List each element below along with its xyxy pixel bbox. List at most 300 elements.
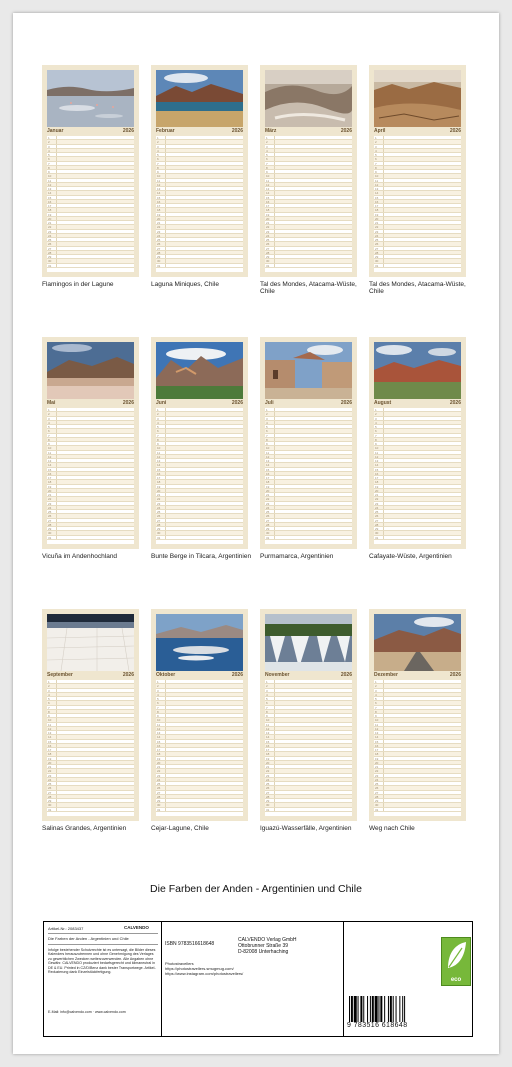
month-card (369, 65, 466, 277)
day-number: 11 (266, 178, 270, 183)
day-number: 17 (375, 204, 379, 208)
day-number: 28 (375, 522, 379, 527)
day-number: 26 (266, 514, 270, 519)
day-number: 17 (266, 748, 270, 752)
day-number: 29 (266, 527, 270, 531)
day-number: 28 (48, 794, 52, 799)
day-number: 17 (266, 476, 270, 480)
day-number: 15 (266, 195, 270, 200)
day-number: 27 (48, 246, 52, 251)
day-number: 9 (157, 714, 159, 718)
day-number: 25 (48, 782, 52, 786)
day-number: 18 (375, 752, 379, 757)
day-number: 1 (375, 680, 377, 684)
day-number: 3 (375, 416, 377, 421)
day-number: 18 (375, 208, 379, 213)
day-number: 5 (48, 425, 50, 429)
day-number: 28 (48, 250, 52, 255)
day-number: 6 (375, 157, 377, 162)
day-number: 20 (375, 760, 379, 765)
day-number: 24 (157, 233, 161, 238)
barcode-bar (404, 996, 405, 1022)
month-caption: Tal des Mondes, Atacama-Wüste, Chile (260, 281, 357, 295)
day-number: 1 (157, 408, 159, 412)
day-number: 24 (266, 505, 270, 510)
day-number: 6 (375, 429, 377, 434)
day-number: 14 (48, 191, 52, 196)
month-caption: Iguazú-Wasserfälle, Argentinien (260, 825, 352, 832)
day-number: 11 (266, 450, 270, 455)
day-number: 19 (266, 756, 270, 761)
day-number: 30 (375, 803, 379, 808)
day-number: 29 (375, 799, 379, 803)
day-number: 3 (266, 144, 268, 149)
day-number: 15 (375, 739, 379, 744)
month-name: Mai (47, 400, 56, 406)
day-number: 5 (375, 153, 377, 157)
day-number: 17 (48, 204, 52, 208)
day-number: 19 (157, 756, 161, 761)
day-number: 16 (48, 199, 52, 204)
day-number: 14 (157, 463, 161, 468)
day-number: 11 (48, 722, 52, 727)
day-number: 25 (266, 782, 270, 786)
month-card (260, 609, 357, 821)
month-card (369, 337, 466, 549)
day-number: 14 (157, 191, 161, 196)
day-number: 10 (375, 446, 379, 451)
day-number: 25 (266, 510, 270, 514)
barcode-number: 9 783516 618648 (347, 1022, 408, 1029)
day-number: 5 (48, 697, 50, 701)
day-number: 8 (157, 165, 159, 170)
day-number: 10 (48, 174, 52, 179)
month-name: März (265, 128, 277, 134)
barcode-bar (363, 996, 364, 1022)
month-year: 2026 (340, 672, 352, 678)
month-caption: Tal des Mondes, Atacama-Wüste, Chile (369, 281, 466, 295)
day-number: 13 (266, 731, 270, 735)
day-number: 16 (157, 471, 161, 476)
day-number: 2 (48, 412, 50, 417)
day-number: 5 (375, 697, 377, 701)
day-number: 1 (266, 680, 268, 684)
day-number: 1 (157, 136, 159, 140)
day-number: 12 (48, 454, 52, 459)
day-number: 21 (157, 765, 161, 769)
day-number: 23 (48, 501, 52, 506)
barcode-bar (351, 996, 353, 1022)
day-number: 4 (157, 420, 159, 425)
day-number: 2 (266, 684, 268, 689)
day-number: 15 (48, 195, 52, 200)
day-number: 18 (375, 480, 379, 485)
barcode-bar (393, 996, 394, 1022)
day-number: 10 (266, 446, 270, 451)
info-box (43, 921, 473, 1037)
day-number: 13 (375, 731, 379, 735)
day-number: 21 (375, 493, 379, 497)
day-number: 1 (48, 408, 50, 412)
month-photo (374, 70, 461, 127)
day-number: 25 (375, 238, 379, 242)
calendar-sheet (13, 13, 499, 1054)
barcode-bar (402, 996, 403, 1022)
barcode-bar (399, 996, 400, 1022)
day-number: 15 (157, 739, 161, 744)
day-number: 26 (48, 786, 52, 791)
day-number: 27 (375, 246, 379, 251)
day-number: 12 (266, 726, 270, 731)
photographer-line-2: https://photostravellers.smugmug.com/ (165, 966, 234, 971)
day-number: 12 (157, 726, 161, 731)
day-number: 23 (375, 773, 379, 778)
day-number: 3 (266, 416, 268, 421)
day-number: 11 (48, 450, 52, 455)
day-number: 16 (48, 471, 52, 476)
day-number: 26 (157, 514, 161, 519)
day-number: 25 (157, 238, 161, 242)
day-number: 13 (157, 187, 161, 191)
day-number: 18 (48, 480, 52, 485)
month-photo (156, 342, 243, 399)
day-number: 3 (375, 144, 377, 149)
day-number: 2 (266, 412, 268, 417)
month-photo (374, 342, 461, 399)
day-number: 10 (375, 174, 379, 179)
day-number: 5 (375, 425, 377, 429)
day-number: 24 (48, 233, 52, 238)
day-number: 20 (157, 760, 161, 765)
day-number: 6 (157, 701, 159, 706)
day-number: 19 (48, 484, 52, 489)
day-number: 11 (375, 178, 379, 183)
day-number: 10 (375, 718, 379, 723)
day-number: 10 (157, 446, 161, 451)
eco-badge (441, 937, 471, 986)
day-number: 22 (157, 769, 161, 774)
barcode-bar (380, 996, 382, 1022)
day-number: 30 (157, 259, 161, 264)
day-number: 5 (48, 153, 50, 157)
day-number: 29 (157, 799, 161, 803)
day-number: 22 (48, 769, 52, 774)
day-number: 25 (157, 510, 161, 514)
month-year: 2026 (122, 400, 134, 406)
day-number: 27 (48, 790, 52, 795)
day-number: 11 (48, 178, 52, 183)
day-number: 7 (266, 433, 268, 438)
day-number: 24 (266, 233, 270, 238)
day-number: 14 (48, 735, 52, 740)
day-number: 8 (157, 437, 159, 442)
day-number: 28 (375, 794, 379, 799)
day-number: 5 (266, 697, 268, 701)
day-number: 26 (48, 514, 52, 519)
day-number: 17 (157, 748, 161, 752)
month-caption: Salinas Grandes, Argentinien (42, 825, 127, 832)
day-number: 19 (375, 212, 379, 217)
day-number: 18 (266, 480, 270, 485)
day-number: 27 (266, 518, 270, 523)
day-number: 13 (48, 459, 52, 463)
day-number: 30 (157, 531, 161, 536)
month-name: August (374, 400, 392, 406)
day-number: 10 (266, 174, 270, 179)
day-number: 22 (157, 497, 161, 502)
day-number: 21 (157, 493, 161, 497)
day-row (374, 536, 461, 540)
day-number: 23 (48, 229, 52, 234)
day-number: 4 (375, 420, 377, 425)
day-number: 22 (48, 497, 52, 502)
day-number: 21 (48, 493, 52, 497)
day-number: 16 (266, 743, 270, 748)
month-name: Januar (47, 128, 64, 134)
day-number: 9 (48, 170, 50, 174)
day-number: 15 (266, 739, 270, 744)
day-number: 15 (375, 195, 379, 200)
month-year: 2026 (340, 400, 352, 406)
day-number: 22 (266, 225, 270, 230)
barcode-bar (354, 996, 357, 1022)
day-number: 28 (375, 250, 379, 255)
day-number: 18 (157, 752, 161, 757)
day-number: 24 (157, 777, 161, 782)
day-number: 30 (266, 531, 270, 536)
barcode-bar (378, 996, 379, 1022)
day-number: 4 (157, 692, 159, 697)
day-number: 25 (375, 782, 379, 786)
barcode-bar (388, 996, 389, 1022)
day-number: 5 (157, 697, 159, 701)
publisher-line-1: CALVENDO Verlag GmbH (238, 937, 297, 943)
day-number: 31 (157, 807, 161, 812)
day-grid (47, 680, 134, 816)
day-number: 24 (157, 505, 161, 510)
month-name: Dezember (374, 672, 398, 678)
day-row (156, 808, 243, 812)
day-number: 18 (157, 480, 161, 485)
month-caption: Flamingos in der Lagune (42, 281, 114, 288)
month-photo (265, 342, 352, 399)
day-number: 5 (157, 425, 159, 429)
month-card (151, 609, 248, 821)
barcode-bar (396, 996, 397, 1022)
day-number: 2 (375, 140, 377, 145)
day-number: 2 (157, 140, 159, 145)
day-number: 23 (266, 229, 270, 234)
month-photo (374, 614, 461, 671)
day-number: 9 (375, 170, 377, 174)
day-number: 9 (157, 170, 159, 174)
day-number: 3 (375, 688, 377, 693)
day-number: 14 (375, 735, 379, 740)
day-number: 4 (266, 148, 268, 153)
day-number: 8 (375, 709, 377, 714)
day-number: 7 (48, 433, 50, 438)
day-row (156, 264, 243, 268)
day-number: 20 (48, 760, 52, 765)
day-number: 1 (157, 680, 159, 684)
day-number: 22 (266, 769, 270, 774)
month-photo (47, 70, 134, 127)
month-photo (156, 614, 243, 671)
day-grid (265, 136, 352, 272)
day-number: 2 (48, 140, 50, 145)
day-number: 30 (48, 803, 52, 808)
day-number: 2 (375, 684, 377, 689)
day-number: 27 (157, 518, 161, 523)
day-number: 10 (157, 174, 161, 179)
day-number: 9 (157, 442, 159, 446)
month-year: 2026 (449, 128, 461, 134)
month-card (42, 337, 139, 549)
day-number: 13 (157, 731, 161, 735)
day-number: 20 (375, 216, 379, 221)
day-row (156, 536, 243, 540)
day-number: 25 (48, 238, 52, 242)
day-number: 1 (375, 136, 377, 140)
day-number: 2 (157, 412, 159, 417)
day-number: 9 (48, 442, 50, 446)
day-number: 26 (266, 242, 270, 247)
day-number: 21 (266, 221, 270, 225)
barcode-bar (358, 996, 359, 1022)
day-number: 7 (266, 705, 268, 710)
day-number: 20 (48, 216, 52, 221)
day-number: 10 (157, 718, 161, 723)
month-name: April (374, 128, 386, 134)
day-number: 1 (266, 136, 268, 140)
day-number: 20 (375, 488, 379, 493)
photographer-line-3: https://www.instagram.com/photostravellers/ (165, 971, 244, 976)
product-line: Die Farben der Anden - Argentinien und Chile (48, 936, 129, 941)
day-grid (47, 136, 134, 272)
day-number: 6 (157, 157, 159, 162)
day-number: 19 (266, 484, 270, 489)
day-number: 18 (266, 208, 270, 213)
isbn: ISBN 9783516618648 (165, 941, 215, 947)
day-number: 17 (48, 748, 52, 752)
day-number: 19 (266, 212, 270, 217)
day-number: 20 (157, 216, 161, 221)
day-number: 27 (157, 790, 161, 795)
day-number: 2 (157, 684, 159, 689)
day-number: 2 (48, 684, 50, 689)
day-number: 27 (375, 518, 379, 523)
day-number: 19 (375, 756, 379, 761)
day-number: 6 (48, 429, 50, 434)
day-number: 12 (375, 726, 379, 731)
month-caption: Laguna Miniques, Chile (151, 281, 219, 288)
day-number: 3 (48, 688, 50, 693)
day-grid (47, 408, 134, 544)
day-number: 22 (375, 769, 379, 774)
day-number: 25 (157, 782, 161, 786)
day-number: 20 (266, 216, 270, 221)
day-number: 10 (48, 446, 52, 451)
day-number: 20 (266, 488, 270, 493)
day-number: 27 (48, 518, 52, 523)
day-number: 8 (48, 437, 50, 442)
day-number: 12 (375, 182, 379, 187)
day-number: 29 (375, 527, 379, 531)
day-number: 26 (48, 242, 52, 247)
day-number: 6 (157, 429, 159, 434)
day-number: 8 (266, 165, 268, 170)
day-number: 19 (157, 212, 161, 217)
day-row (265, 808, 352, 812)
month-year: 2026 (231, 400, 243, 406)
month-photo (47, 342, 134, 399)
day-number: 17 (157, 476, 161, 480)
day-number: 5 (157, 153, 159, 157)
month-card (42, 65, 139, 277)
day-number: 16 (375, 471, 379, 476)
day-number: 25 (48, 510, 52, 514)
day-number: 3 (48, 416, 50, 421)
day-number: 12 (157, 454, 161, 459)
month-name: September (47, 672, 73, 678)
day-number: 26 (375, 786, 379, 791)
publisher-line-3: D-82008 Unterhaching (238, 949, 289, 955)
day-number: 25 (266, 238, 270, 242)
barcode-bar (372, 996, 374, 1022)
day-grid (374, 408, 461, 544)
day-number: 17 (375, 748, 379, 752)
day-number: 14 (157, 735, 161, 740)
day-number: 26 (375, 242, 379, 247)
day-number: 21 (375, 221, 379, 225)
day-number: 7 (157, 433, 159, 438)
day-number: 15 (157, 467, 161, 472)
day-number: 28 (266, 522, 270, 527)
day-number: 14 (266, 191, 270, 196)
day-number: 4 (48, 420, 50, 425)
month-name: Juni (156, 400, 167, 406)
month-year: 2026 (122, 128, 134, 134)
day-number: 23 (48, 773, 52, 778)
day-number: 13 (375, 187, 379, 191)
day-number: 16 (157, 743, 161, 748)
day-number: 4 (48, 692, 50, 697)
month-year: 2026 (231, 672, 243, 678)
day-number: 7 (48, 161, 50, 166)
day-number: 26 (375, 514, 379, 519)
day-number: 29 (157, 527, 161, 531)
day-number: 18 (157, 208, 161, 213)
day-number: 7 (157, 161, 159, 166)
month-year: 2026 (449, 672, 461, 678)
day-number: 23 (157, 229, 161, 234)
calendar-title: Die Farben der Anden - Argentinien und Chile (150, 883, 362, 895)
day-number: 12 (157, 182, 161, 187)
day-number: 19 (48, 212, 52, 217)
day-number: 12 (48, 726, 52, 731)
day-number: 6 (266, 429, 268, 434)
day-grid (265, 408, 352, 544)
barcode-bar (370, 996, 371, 1022)
day-number: 15 (157, 195, 161, 200)
day-number: 29 (48, 527, 52, 531)
brand-logo: CALVENDO (124, 925, 149, 930)
day-number: 8 (266, 709, 268, 714)
day-number: 31 (157, 535, 161, 540)
day-number: 21 (48, 765, 52, 769)
day-number: 21 (266, 765, 270, 769)
day-number: 9 (375, 714, 377, 718)
